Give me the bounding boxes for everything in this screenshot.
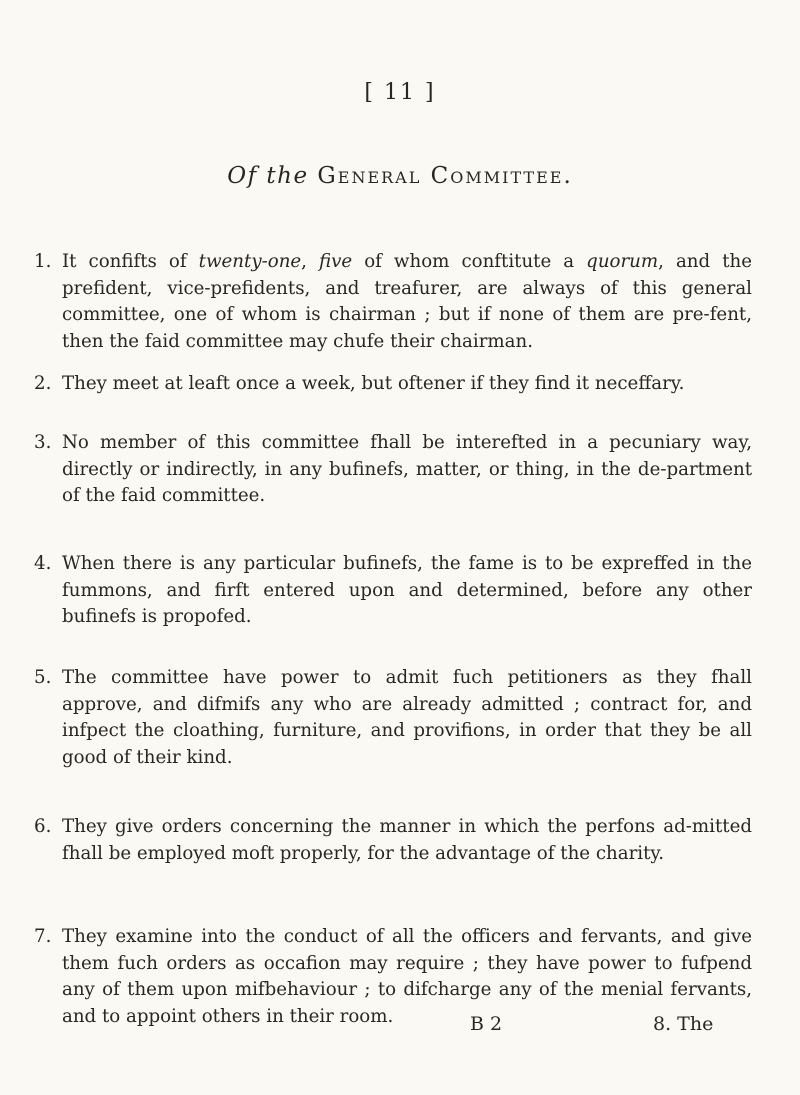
article-text: It confifts of twenty-one, five of whom conftitute a quorum, and the prefident, vice-prefidents, and treafurer, are always of this general committee, one of whom is chairman ; but if none of them are pre-fent, then the faid committee may chufe their chairman. [62, 251, 752, 352]
heading-title: General Committee. [317, 163, 573, 189]
heading-of: Of [227, 163, 258, 189]
article-number: 6. [34, 816, 52, 837]
article-text: They examine into the conduct of all the officers and fervants, and give them fuch orders as occafion may require ; they have power to fufpend any of them upon mifbehaviour ; to difcharge any of the menial fervants, and to appoint others in their room. [62, 926, 752, 1027]
article-4 [34, 551, 752, 631]
article-7 [34, 924, 752, 1030]
article-number: 2. [34, 373, 52, 394]
article-2 [34, 371, 752, 398]
heading-the: the [266, 163, 309, 189]
article-number: 3. [34, 432, 52, 453]
article-1 [34, 249, 752, 355]
section-heading [0, 163, 800, 189]
catchword: 8. The [653, 1013, 714, 1035]
article-text: The committee have power to admit fuch petitioners as they fhall approve, and difmifs any who are already admitted ; contract for, and infpect the cloathing, furniture, and provifions, in order that they be all good of their kind. [62, 667, 752, 768]
article-text: They give orders concerning the manner in which the perfons ad-mitted fhall be employed moft properly, for the advantage of the charity. [62, 816, 752, 864]
article-3 [34, 430, 752, 510]
article-text: They meet at leaft once a week, but oftener if they find it neceffary. [62, 373, 685, 394]
article-6 [34, 814, 752, 867]
signature-mark: B 2 [470, 1013, 503, 1035]
article-number: 4. [34, 553, 52, 574]
article-number: 5. [34, 667, 52, 688]
page-number: [ 11 ] [364, 80, 436, 105]
article-text: No member of this committee fhall be interefted in a pecuniary way, directly or indirectly, in any bufinefs, matter, or thing, in the de-partment of the faid committee. [62, 432, 752, 506]
article-text: When there is any particular bufinefs, the fame is to be expreffed in the fummons, and firft entered upon and determined, before any other bufinefs is propofed. [62, 553, 752, 627]
article-number: 7. [34, 926, 52, 947]
article-5 [34, 665, 752, 771]
article-number: 1. [34, 251, 52, 272]
